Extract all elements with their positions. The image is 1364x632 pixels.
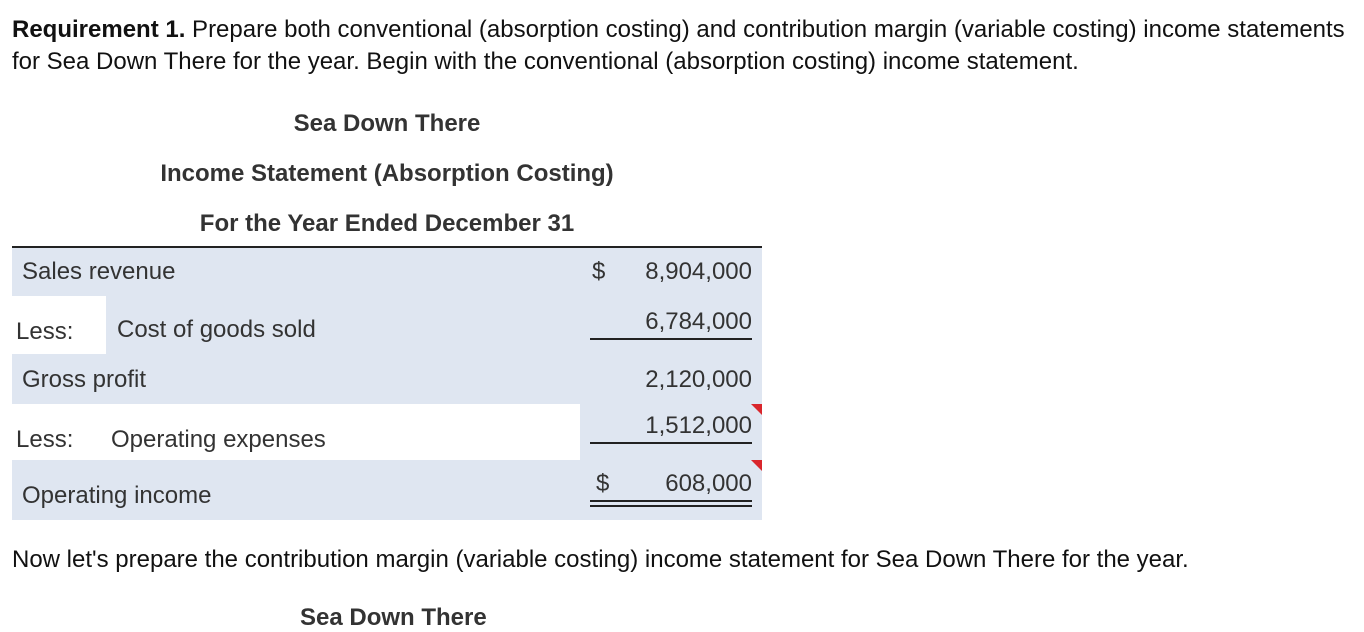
row-sales-revenue	[12, 248, 762, 296]
sales-revenue-label: Sales revenue	[22, 258, 176, 285]
next-company-heading-partial: Sea Down There	[300, 604, 487, 631]
statement-title: Income Statement (Absorption Costing)	[160, 160, 614, 187]
requirement-label: Requirement 1.	[12, 16, 186, 43]
cogs-label: Cost of goods sold	[117, 316, 316, 343]
sales-currency: $	[592, 258, 606, 285]
opex-amount[interactable]: 1,512,000	[645, 412, 752, 439]
next-instruction: Now let's prepare the contribution margin (variable costing) income statement for Sea Down There for the year.	[12, 546, 1189, 573]
requirement-body: Prepare both conventional (absorption costing) and contribution margin (variable costing) income statements for Sea Down There for the year. Begin with the conventional (absorption costing) income statement.	[12, 16, 1345, 75]
opinc-double-underline-bottom	[590, 505, 752, 507]
sales-revenue-amount[interactable]: 8,904,000	[645, 258, 752, 285]
opinc-currency: $	[596, 470, 610, 497]
opinc-double-underline-top	[590, 500, 752, 502]
cogs-prefix-text: Less:	[16, 318, 74, 345]
company-name: Sea Down There	[293, 110, 481, 137]
operating-income-label: Operating income	[22, 482, 212, 509]
opex-underline	[590, 442, 752, 444]
row-operating-expenses	[12, 404, 762, 460]
gross-profit-amount[interactable]: 2,120,000	[645, 366, 752, 393]
opex-flag-icon	[751, 404, 762, 415]
gross-profit-label: Gross profit	[22, 366, 147, 393]
opex-prefix: Less:	[16, 426, 74, 453]
cogs-amount[interactable]: 6,784,000	[645, 308, 752, 335]
operating-income-amount[interactable]: 608,000	[665, 470, 752, 497]
opex-label: Operating expenses	[111, 426, 326, 453]
row-gross-profit	[12, 354, 762, 404]
statement-period: For the Year Ended December 31	[199, 210, 575, 237]
row-cost-of-goods-sold	[12, 296, 762, 354]
opinc-flag-icon	[751, 460, 762, 471]
row-operating-income	[12, 460, 762, 520]
requirement-text	[12, 14, 1352, 78]
cogs-underline	[590, 338, 752, 340]
